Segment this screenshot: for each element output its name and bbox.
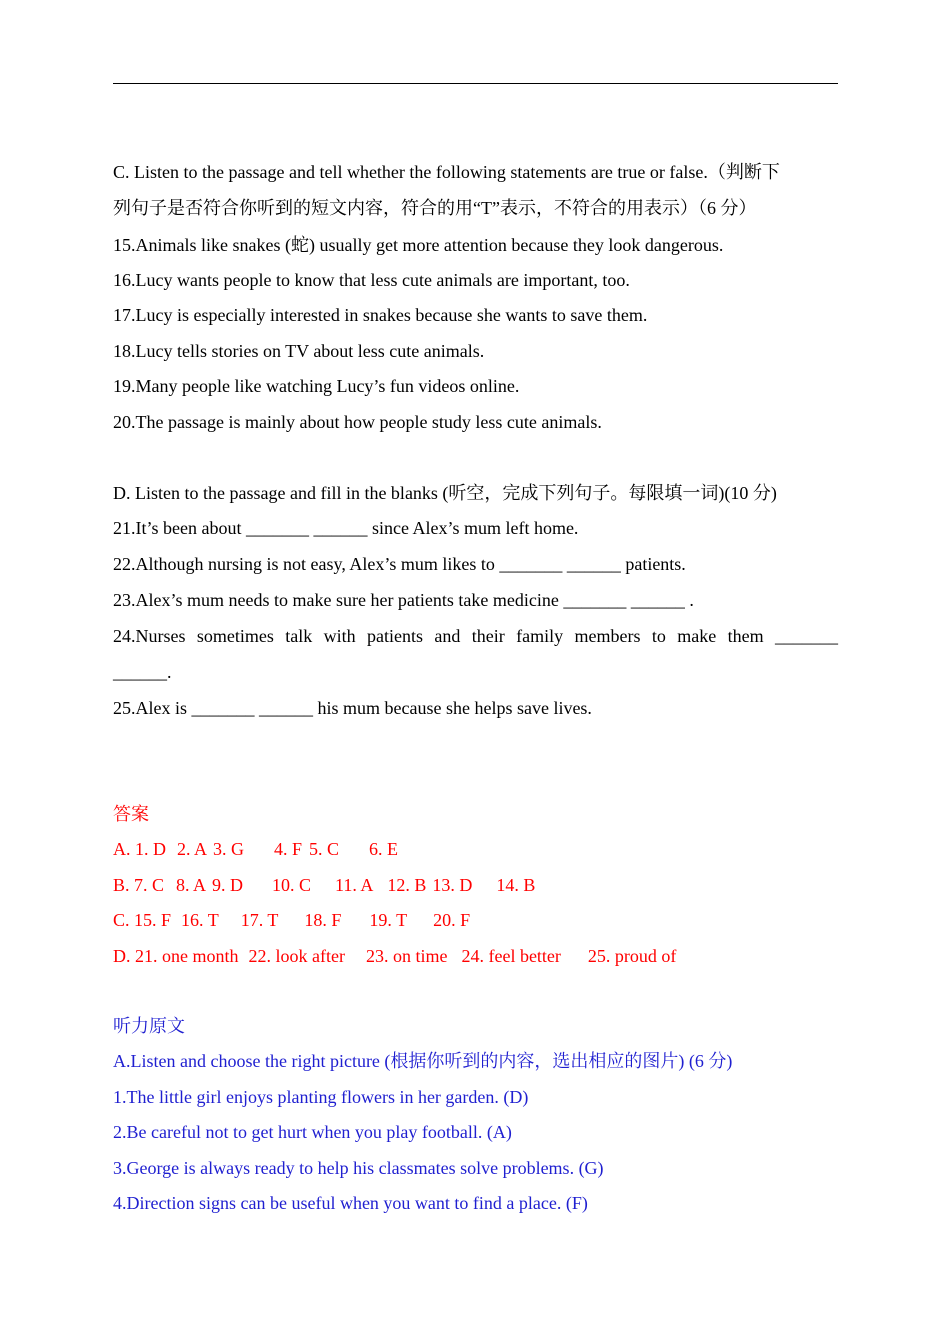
q24-word: to — [651, 626, 666, 646]
answer-item: 23. on time — [365, 946, 448, 966]
answer-item: 2. A — [177, 839, 208, 859]
q24-word: their — [471, 626, 505, 646]
transcript-sentence-3: 3.George is always ready to help his classmates solve problems. (G) — [113, 1158, 604, 1178]
question-15: 15.Animals like snakes (蛇) usually get more attention because they look dangerous. — [113, 235, 724, 255]
answers-heading: 答案 — [113, 804, 149, 824]
answer-item: 10. C — [272, 875, 312, 895]
answer-item: 18. F — [304, 910, 342, 930]
transcript-heading: 听力原文 — [113, 1016, 185, 1036]
answer-item: 5. C — [309, 839, 340, 859]
answer-item: 3. G — [213, 839, 245, 859]
question-16: 16.Lucy wants people to know that less cute animals are important, too. — [113, 270, 630, 290]
answer-item: A. 1. D — [113, 839, 166, 859]
question-24-line1 — [113, 624, 838, 648]
question-22: 22.Although nursing is not easy, Alex’s mum likes to _______ ______ patients. — [113, 554, 686, 574]
answers-row-a — [113, 837, 398, 861]
q24-word: talk — [285, 626, 313, 646]
question-21: 21.It’s been about _______ ______ since Alex’s mum left home. — [113, 518, 579, 538]
answer-item: 12. B — [387, 875, 427, 895]
answer-item: 6. E — [369, 839, 399, 859]
question-19: 19.Many people like watching Lucy’s fun videos online. — [113, 376, 520, 396]
section-c-heading-line1: C. Listen to the passage and tell whether the following statements are true or false.（判断下 — [113, 162, 780, 182]
answer-item: 24. feel better — [461, 946, 561, 966]
answer-item: C. 15. F — [113, 910, 172, 930]
transcript-sentence-2: 2.Be careful not to get hurt when you play football. (A) — [113, 1122, 512, 1142]
answer-item: 14. B — [496, 875, 536, 895]
answer-item: B. 7. C — [113, 875, 165, 895]
q24-word: them — [727, 626, 764, 646]
question-17: 17.Lucy is especially interested in snakes because she wants to save them. — [113, 305, 648, 325]
q24-word: sometimes — [196, 626, 274, 646]
answer-item: 9. D — [212, 875, 244, 895]
answers-row-d — [113, 944, 676, 968]
answers-row-b — [113, 873, 535, 897]
answer-item: 20. F — [433, 910, 471, 930]
q24-word: make — [677, 626, 717, 646]
q24-word: with — [323, 626, 356, 646]
q24-word: 24.Nurses — [113, 626, 186, 646]
answer-item: 19. T — [369, 910, 408, 930]
transcript-sentence-1: 1.The little girl enjoys planting flowers in her garden. (D) — [113, 1087, 529, 1107]
question-25: 25.Alex is _______ ______ his mum because she helps save lives. — [113, 698, 592, 718]
transcript-part-a-heading: A.Listen and choose the right picture (根据你听到的内容，选出相应的图片) (6 分) — [113, 1051, 733, 1071]
question-20: 20.The passage is mainly about how people study less cute animals. — [113, 412, 602, 432]
answer-item: 4. F — [274, 839, 303, 859]
question-18: 18.Lucy tells stories on TV about less cute animals. — [113, 341, 485, 361]
answer-item: 25. proud of — [587, 946, 677, 966]
answer-item: 11. A — [335, 875, 374, 895]
answer-item: 16. T — [181, 910, 219, 930]
header-rule — [113, 83, 838, 84]
question-24-line2: ______. — [113, 662, 172, 682]
question-23: 23.Alex’s mum needs to make sure her patients take medicine _______ ______ . — [113, 590, 694, 610]
section-c-heading-line2: 列句子是否符合你听到的短文内容，符合的用“T”表示，不符合的用表示）（6 分） — [113, 198, 757, 218]
answer-item: 17. T — [240, 910, 279, 930]
answer-item: D. 21. one month — [113, 946, 239, 966]
answers-row-c — [113, 908, 470, 932]
transcript-sentence-4: 4.Direction signs can be useful when you want to find a place. (F) — [113, 1193, 588, 1213]
section-d-heading: D. Listen to the passage and fill in the blanks (听空，完成下列句子。每限填一词)(10 分) — [113, 483, 777, 503]
q24-word: family — [516, 626, 564, 646]
q24-word: patients — [367, 626, 424, 646]
q24-word: _______ — [775, 626, 838, 646]
answer-item: 13. D — [432, 875, 473, 895]
answer-item: 8. A — [176, 875, 207, 895]
answer-item: 22. look after — [248, 946, 345, 966]
q24-word: members — [574, 626, 641, 646]
q24-word: and — [434, 626, 461, 646]
